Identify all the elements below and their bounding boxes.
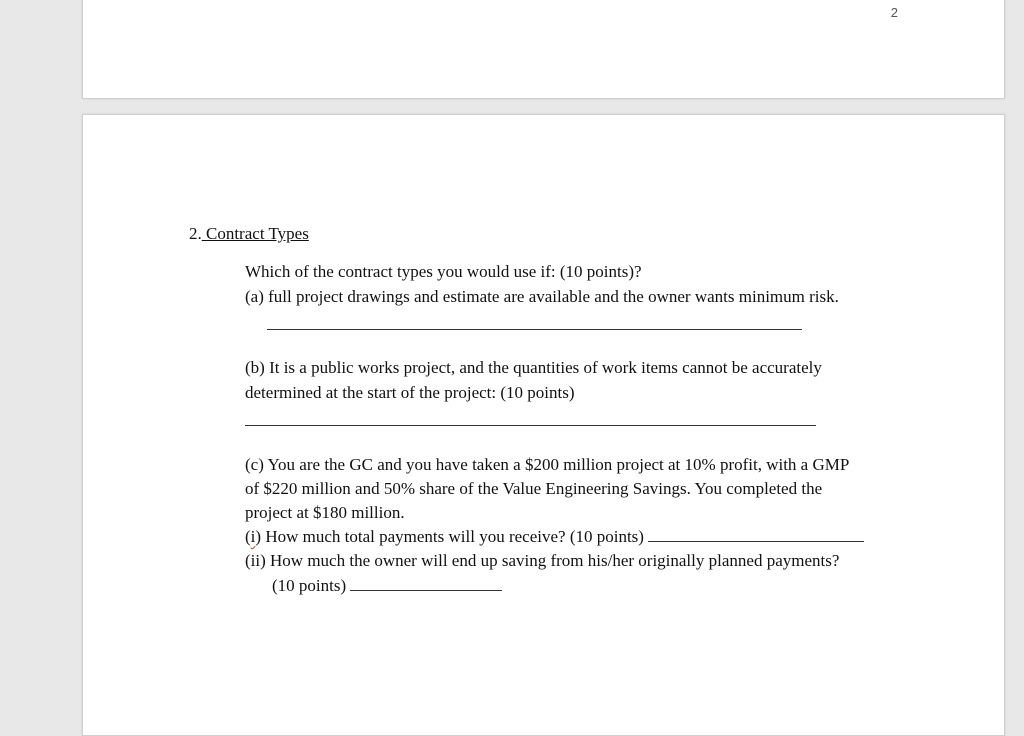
part-b-text-line1: (b) It is a public works project, and the quantities of work items cannot be accurately	[245, 358, 822, 377]
part-c-i-answer-line[interactable]	[648, 525, 864, 542]
current-page	[82, 114, 1005, 736]
part-c-text-line2: of $220 million and 50% share of the Value Engineering Savings. You completed the	[245, 479, 823, 498]
part-a-text: (a) full project drawings and estimate are available and the owner wants minimum risk.	[245, 287, 839, 306]
part-c-ii-question-line1: (ii) How much the owner will end up saving from his/her originally planned payments?	[245, 551, 840, 570]
part-b-answer-line[interactable]	[245, 425, 816, 426]
part-c-text-line3: project at $180 million.	[245, 503, 405, 522]
part-a-answer-line[interactable]	[267, 329, 802, 330]
part-c-ii-question-line2: (10 points)	[272, 574, 502, 598]
question-number: 2.	[189, 224, 202, 243]
question-title: Contract Types	[206, 224, 309, 243]
question-intro: Which of the contract types you would use if: (10 points)?	[245, 262, 642, 281]
part-c-i-question: (i) How much total payments will you receive? (10 points)	[245, 525, 864, 549]
part-c-ii-answer-line[interactable]	[350, 574, 502, 591]
part-c-text-line1: (c) You are the GC and you have taken a $200 million project at 10% profit, with a GMP	[245, 455, 850, 474]
question-heading	[189, 222, 309, 246]
page-number: 2	[890, 5, 898, 20]
part-b-text-line2: determined at the start of the project: (10 points)	[245, 383, 575, 402]
previous-page	[82, 0, 1005, 99]
